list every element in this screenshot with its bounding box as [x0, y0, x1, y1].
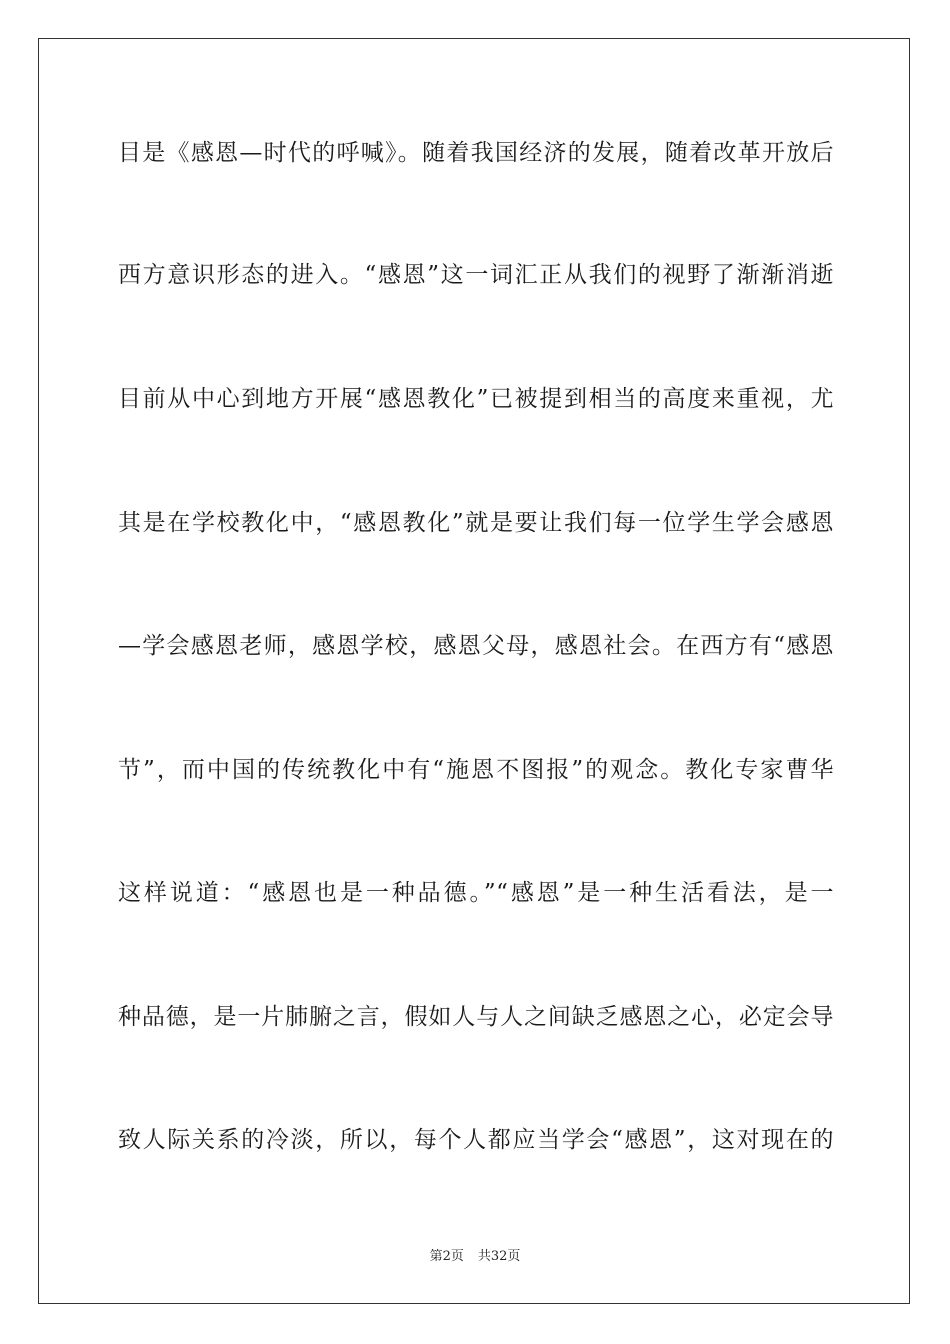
page-number: 第2页 [429, 1249, 464, 1264]
text-line: 节”，而中国的传统教化中有“施恩不图报”的观念。教化专家曹华 [118, 757, 834, 783]
text-line: 目前从中心到地方开展“感恩教化”已被提到相当的高度来重视，尤 [118, 386, 834, 412]
text-line: 致人际关系的冷淡，所以，每个人都应当学会“感恩”，这对现在的 [118, 1127, 834, 1153]
text-line: 这样说道：“感恩也是一种品德。”“感恩”是一种生活看法，是一 [118, 880, 834, 906]
page-border [38, 38, 910, 1304]
page-count: 共32页 [477, 1249, 521, 1264]
text-line: 目是《感恩—时代的呼喊》。随着我国经济的发展，随着改革开放后 [118, 140, 834, 166]
text-line: 其是在学校教化中，“感恩教化”就是要让我们每一位学生学会感恩 [118, 510, 834, 536]
text-line: 西方意识形态的进入。“感恩”这一词汇正从我们的视野了渐渐消逝 [118, 262, 834, 288]
text-line: —学会感恩老师，感恩学校，感恩父母，感恩社会。在西方有“感恩 [118, 633, 834, 659]
text-line: 种品德，是一片肺腑之言，假如人与人之间缺乏感恩之心，必定会导 [118, 1004, 834, 1030]
page-footer [0, 1248, 950, 1266]
